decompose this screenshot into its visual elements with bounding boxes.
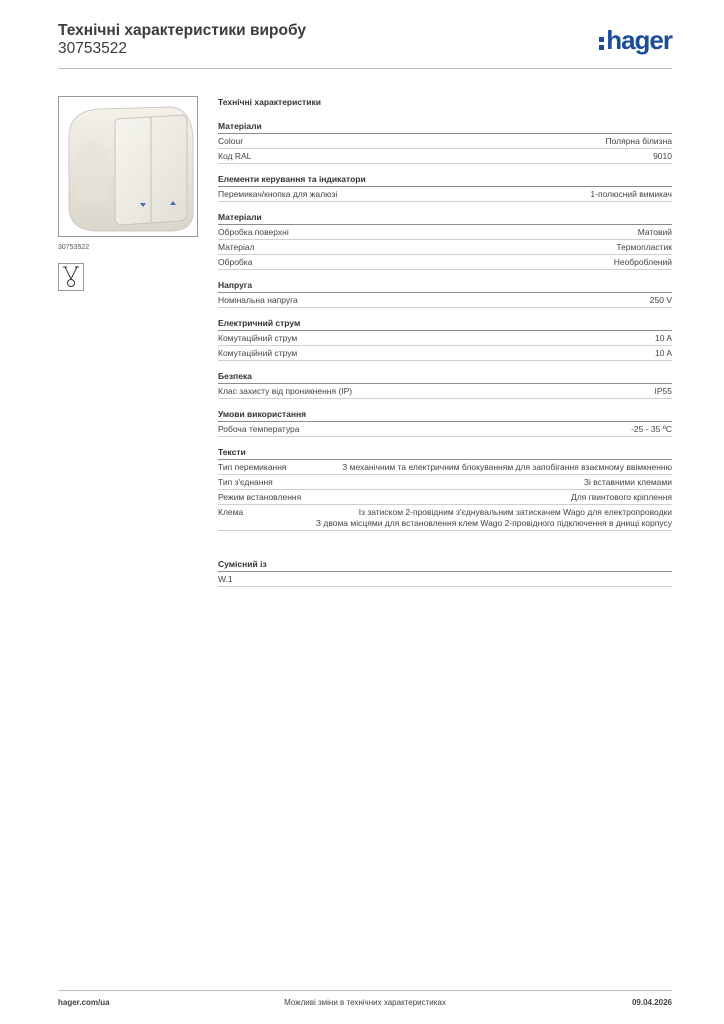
spec-value: Для гвинтового кріплення [570,491,672,502]
spec-key: W.1 [218,573,233,584]
spec-key: Комутаційний струм [218,347,298,358]
spec-key: Матеріал [218,241,255,252]
switch-symbol-icon [58,263,84,291]
page-title: Технічні характеристики виробу [58,22,306,39]
section-texts [218,446,672,531]
spec-value: 10 A [654,347,672,358]
spec-key: Клема [218,506,244,517]
section-title: Безпека [218,370,672,384]
section-title: Матеріали [218,120,672,134]
section-materials-2 [218,211,672,270]
switch-image-icon [59,97,197,236]
spec-row [218,460,672,475]
product-code: 30753522 [58,40,127,57]
spec-key: Обробка [218,256,253,267]
spec-value: Зі вставними клемами [583,476,672,487]
spec-value: Необроблений [613,256,672,267]
footer-divider [58,990,672,991]
section-materials [218,120,672,164]
spec-row [218,149,672,164]
spec-value: 250 V [649,294,672,305]
section-title: Напруга [218,279,672,293]
section-controls [218,173,672,202]
spec-key: Комутаційний струм [218,332,298,343]
footer-website[interactable]: hager.com/ua [58,998,110,1007]
footer-date: 09.04.2026 [631,998,672,1007]
spec-value: 9010 [653,150,672,161]
section-compatible [218,558,672,587]
section-title: Умови використання [218,408,672,422]
section-title: Електричний струм [218,317,672,331]
spec-row [218,331,672,346]
spec-row [218,346,672,361]
section-title: Тексти [218,446,672,460]
page-header [58,22,672,68]
spec-value: 10 A [654,332,672,343]
footer-disclaimer: Можливі зміни в технічних характеристиках [284,998,446,1007]
section-safety [218,370,672,399]
spec-key: Код RAL [218,150,252,161]
section-title: Сумісний із [218,558,672,572]
spec-row [218,187,672,202]
product-image [58,96,198,237]
spec-row [218,240,672,255]
spec-value: Полярна білизна [605,135,672,146]
spec-key: Colour [218,135,244,146]
spec-value: Термопластик [616,241,672,252]
section-current [218,317,672,361]
spec-key: Номінальна напруга [218,294,298,305]
spec-row [218,572,672,587]
product-image-caption: 30753522 [58,244,90,251]
spec-value: Із затиском 2-провідним з'єднувальним затискачем Wago для електропроводки З двома місцями для встановлення клем Wago 2-провідного підключення в днищі корпусу [315,506,672,528]
specifications [218,96,672,596]
spec-row [218,255,672,270]
spec-key: Перемикач/кнопка для жалюзі [218,188,338,199]
spec-row [218,505,672,531]
spec-key: Тип з'єднання [218,476,273,487]
spec-key: Обробка поверхні [218,226,289,237]
spec-value: Матовий [637,226,672,237]
spec-value: -25 - 35 ºC [631,423,672,434]
spec-row [218,384,672,399]
spec-row [218,293,672,308]
header-divider [58,68,672,69]
spec-value: IP55 [654,385,672,396]
spec-value [245,574,672,585]
spec-row [218,422,672,437]
section-conditions [218,408,672,437]
spec-row [218,225,672,240]
section-title: Матеріали [218,211,672,225]
spec-value: 1-полюсний вимикач [590,188,672,199]
section-title: Елементи керування та індикатори [218,173,672,187]
spec-key: Режим встановлення [218,491,302,502]
spec-value: З механічним та електричним блокуванням для запобігання взаємному ввімкненню [342,461,672,472]
spec-key: Клас захисту від проникнення (IP) [218,385,353,396]
specs-heading: Технічні характеристики [218,97,321,107]
spec-row [218,134,672,149]
spec-row [218,475,672,490]
section-voltage [218,279,672,308]
spec-row [218,490,672,505]
spec-key: Робоча температура [218,423,300,434]
logo-dots-icon [599,37,604,50]
hager-logo [599,26,672,54]
logo-text: hager [606,25,672,55]
spec-key: Тип перемикання [218,461,287,472]
